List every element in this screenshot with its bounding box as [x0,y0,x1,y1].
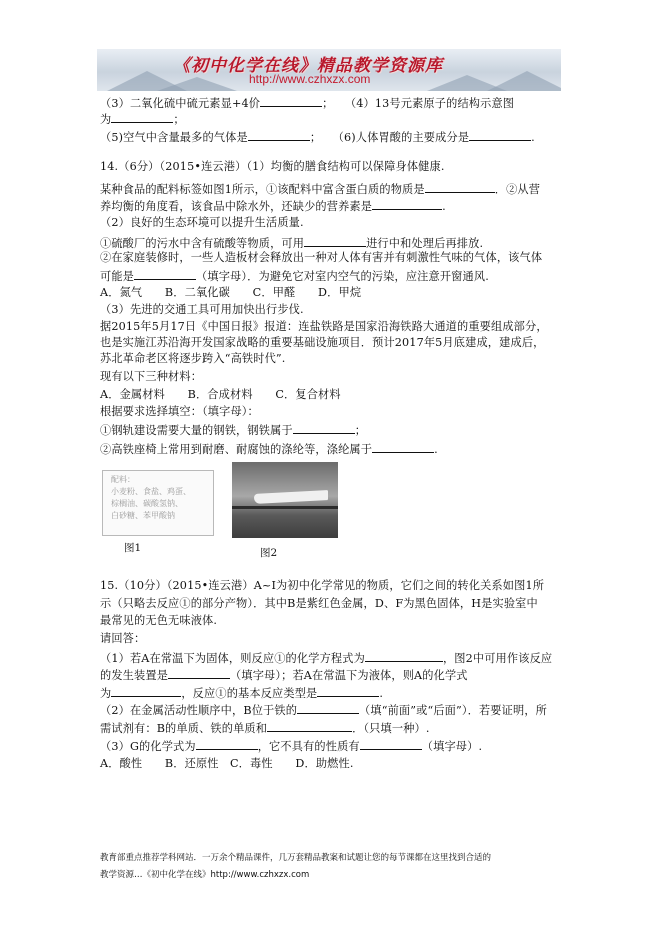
food-label-title: 配料： [111,475,135,484]
answer-blank[interactable] [297,702,359,714]
text-line [100,370,202,384]
line-text: （填字母）．为避免它对室内空气的污染，应注意开窗通风. [196,270,489,283]
figure1-caption: 图1 [124,542,142,554]
line-text: 需试剂有：B的单质、铁的单质和 [100,722,268,735]
line-text: ； [354,424,367,437]
line-text: 的发生装置是 [100,669,169,682]
line-text: （2）良好的生态环境可以提升生活质量. [100,216,304,229]
line-text: . [531,131,535,144]
text-line [100,720,430,736]
text-line [100,111,185,127]
line-text: ； （4）13号元素原子的结构示意图 [322,97,515,110]
line-text: 养均衡的角度看，该食品中除水外，还缺少的营养素是 [100,200,373,213]
line-text: （5)空气中含量最多的气体是 [100,131,248,144]
line-text: 据2015年5月17日《中国日报》报道：连盐铁路是国家沿海铁路大通道的重要组成部分， [100,320,548,333]
answer-blank[interactable] [469,129,531,141]
line-text: 为 [100,687,112,700]
food-label-row: 小麦粉、食盐、鸡蛋、 [111,487,191,496]
header-banner [97,49,561,91]
text-line [100,352,286,366]
answer-blank[interactable] [134,268,196,280]
banner-title: 《初中化学在线》精品教学资源库 [173,56,443,76]
answer-blank[interactable] [111,685,181,697]
text-line [100,268,489,284]
text-line [100,405,259,419]
text-line [100,216,304,230]
food-label-figure [102,470,214,536]
answer-blank[interactable] [267,720,352,732]
text-line [100,757,354,771]
line-text: A．氮气 B．二氧化碳 C．甲醛 D．甲烷 [100,286,362,299]
line-text: A．金属材料 B．合成材料 C．复合材料 [100,388,341,401]
text-line [100,441,438,457]
line-text: 进行中和处理后再排放. [366,237,484,250]
answer-blank[interactable] [365,650,443,662]
answer-blank[interactable] [372,441,434,453]
line-text: （2）在金属活动性顺序中，B位于铁的 [100,704,298,717]
line-text: （3）先进的交通工具可用加快出行步伐. [100,303,304,316]
text-line [100,650,552,666]
line-text: ．②从营 [494,183,541,196]
text-line [100,286,361,300]
line-text: 根据要求选择填空：（填字母）： [100,405,259,418]
line-text: ，反应①的基本反应类型是 [181,687,318,700]
food-label-row: 棕榈油、碳酸氢钠、 [111,499,183,508]
line-text: 也是实施江苏沿海开发国家战略的重要基础设施项目．预计2017年5月底建成，建成后， [100,336,545,349]
answer-blank[interactable] [111,111,173,123]
track-shape [232,506,338,509]
text-line [100,160,445,174]
line-text: 苏北革命老区将逐步跨入“高铁时代”. [100,352,286,365]
banner-decoration [157,77,237,91]
line-text: ，图2中可用作该反应 [442,652,553,665]
text-line [100,388,341,402]
text-line [100,702,547,718]
answer-blank[interactable] [317,685,379,697]
line-text: ①硫酸厂的污水中含有硫酸等物质，可用 [100,237,305,250]
text-line [100,614,217,628]
line-text: 请回答： [100,632,146,645]
line-text: 为 [100,113,112,126]
text-line [100,685,383,701]
line-text: （3）二氧化硫中硫元素显+4价 [100,97,261,110]
answer-blank[interactable] [372,198,442,210]
footer-line: 教育部重点推荐学科网站．一万余个精品课件，几万套精品教案和试题让您的每节课都在这里找到合适的 [100,853,492,863]
high-speed-train-photo [232,462,338,538]
text-line [100,129,535,145]
text-line [100,667,468,683]
text-line [100,738,482,754]
line-text: ②高铁座椅上常用到耐磨、耐腐蚀的涤纶等，涤纶属于 [100,443,373,456]
line-text: （填“前面”或“后面”）．若要证明，所 [359,704,547,717]
line-text: ； [173,113,185,126]
line-text: （填字母）；若A在常温下为液体，则A的化学式 [230,669,468,682]
text-line [100,422,366,438]
text-line [100,235,483,251]
text-line [100,579,544,593]
text-line [100,181,540,197]
text-line [100,251,542,265]
line-text: ； （6)人体胃酸的主要成分是 [309,131,470,144]
answer-blank[interactable] [196,738,258,750]
figure2-caption: 图2 [260,547,278,559]
line-text: 示（只略去反应①的部分产物）．其中B是紫红色金属，D、F为黑色固体，H是实验室中 [100,597,538,610]
answer-blank[interactable] [293,422,355,434]
line-text: . [379,687,384,700]
line-text: 14.（6分）（2015•连云港）（1）均衡的膳食结构可以保障身体健康. [100,160,445,173]
line-text: 最常见的无色无味液体. [100,614,218,627]
text-line [100,198,446,214]
train-shape [254,490,328,504]
text-line [100,303,304,317]
footer-line: 教学资源…《初中化学在线》http://www.czhxzx.com [100,870,310,880]
line-text: （填字母）. [421,740,483,753]
text-line [100,320,548,334]
line-text: . [442,200,446,213]
food-label-row: 白砂糖、苯甲酸钠 [111,511,175,520]
answer-blank[interactable] [168,667,230,679]
answer-blank[interactable] [304,235,366,247]
line-text: （3）G的化学式为 [100,740,196,753]
line-text: 可能是 [100,270,135,283]
line-text: A．酸性 B．还原性 C．毒性 D．助燃性. [100,757,354,770]
answer-blank[interactable] [360,738,422,750]
line-text: ②在家庭装修时，一些人造板材会释放出一种对人体有害并有刺激性气味的气体，该气体 [100,251,543,264]
line-text: ．（只填一种）. [352,722,430,735]
line-text: ①钢轨建设需要大量的钢铁，钢铁属于 [100,424,293,437]
answer-blank[interactable] [248,129,310,141]
line-text: 现有以下三种材料： [100,370,203,383]
line-text: 15.（10分）（2015•连云港）A~I为初中化学常见的物质，它们之间的转化关系如图1所 [100,579,545,592]
text-line [100,95,514,111]
line-text: . [434,443,438,456]
text-line [100,632,145,646]
line-text: （1）若A在常温下为固体，则反应①的化学方程式为 [100,652,365,665]
answer-blank[interactable] [260,95,322,107]
text-line [100,597,538,611]
answer-blank[interactable] [425,181,495,193]
banner-url[interactable]: http://www.czhxzx.com [249,72,371,86]
line-text: ，它不具有的性质有 [257,740,360,753]
line-text: 某种食品的配料标签如图1所示，①该配料中富含蛋白质的物质是 [100,183,425,196]
text-line [100,336,545,350]
